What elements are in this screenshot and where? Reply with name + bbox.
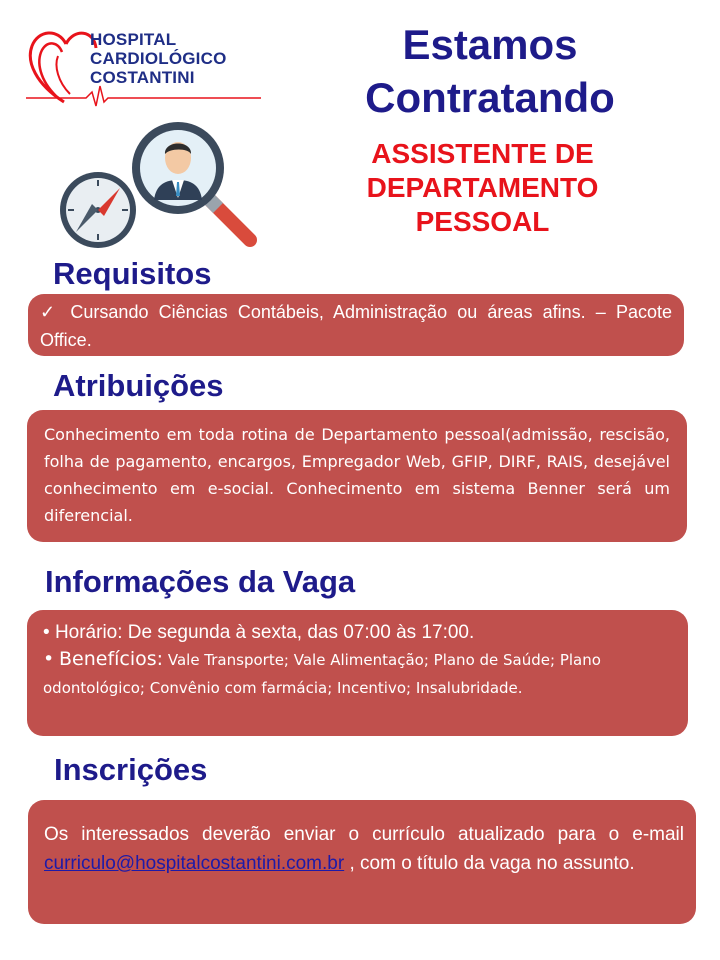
email-link[interactable]: curriculo@hospitalcostantini.com.br bbox=[44, 853, 345, 874]
bullet-icon: • bbox=[43, 622, 50, 643]
informacoes-heading: Informações da Vaga bbox=[45, 564, 356, 599]
headline bbox=[300, 18, 680, 124]
magnifying-glass-icon bbox=[132, 122, 250, 240]
horario-text: Horário: De segunda à sexta, das 07:00 às 17:00. bbox=[54, 622, 475, 643]
headline-line-1: Estamos bbox=[402, 21, 578, 68]
atribuicoes-heading: Atribuições bbox=[53, 368, 224, 403]
recruiting-illustration-icon bbox=[38, 110, 268, 260]
bullet-icon: • bbox=[43, 648, 55, 670]
atribuicoes-text: Conhecimento em toda rotina de Departamento pessoal(admissão, rescisão, folha de pagamento, encargos, Empregador Web, GFIP, DIRF, RAIS, desejável conhecimento em e-social. Conhecimento em sistema Benner será um diferencial. bbox=[44, 425, 670, 525]
inscricoes-text-before: Os interessados deverão enviar o currículo atualizado para o e-mail bbox=[44, 824, 684, 845]
inscricoes-text-after: , com o título da vaga no assunto. bbox=[349, 853, 635, 874]
logo-line-3: COSTANTINI bbox=[90, 68, 195, 87]
compass-icon bbox=[60, 172, 136, 248]
job-title bbox=[300, 137, 665, 239]
logo-text bbox=[90, 30, 227, 87]
informacoes-box bbox=[27, 610, 688, 736]
logo-line-2: CARDIOLÓGICO bbox=[90, 49, 227, 68]
beneficios-label: Benefícios: bbox=[59, 648, 164, 670]
checkmark-icon: ✓ bbox=[40, 302, 61, 322]
job-title-line-2: DEPARTAMENTO bbox=[366, 172, 599, 203]
job-title-line-3: PESSOAL bbox=[415, 206, 550, 237]
requisitos-heading: Requisitos bbox=[53, 256, 212, 291]
requisitos-box bbox=[28, 294, 684, 356]
horario-line bbox=[43, 619, 672, 646]
job-title-line-1: ASSISTENTE DE bbox=[371, 138, 594, 169]
inscricoes-heading: Inscrições bbox=[54, 752, 208, 787]
inscricoes-box bbox=[28, 800, 696, 924]
beneficios-text: Vale Transporte; Vale Alimentação; Plano de Saúde; Plano odontológico; Convênio com farmácia; Incentivo; Insalubridade. bbox=[43, 651, 601, 697]
headline-line-2: Contratando bbox=[365, 74, 615, 121]
beneficios-line bbox=[43, 646, 672, 702]
requisitos-text: Cursando Ciências Contábeis, Administração ou áreas afins. – Pacote Office. bbox=[40, 302, 672, 350]
atribuicoes-box bbox=[27, 410, 687, 542]
logo-line-1: HOSPITAL bbox=[90, 30, 177, 49]
